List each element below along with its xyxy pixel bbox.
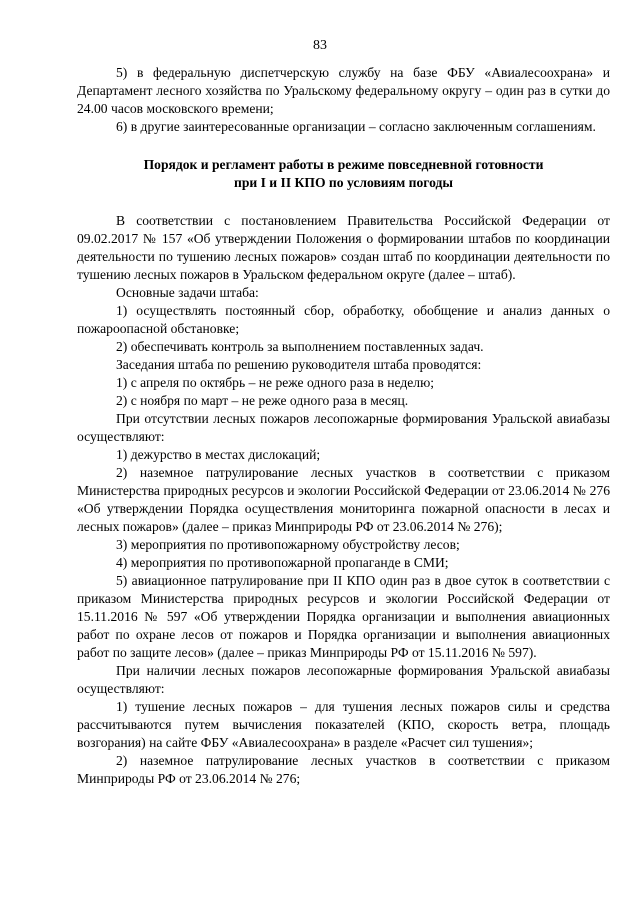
document-body [77, 64, 610, 788]
paragraph-body-10: 2) наземное патрулирование лесных участков в соответствии с приказом Министерства природных ресурсов и экологии Российской Федерации от 23.06.2014 № 276 «Об утверждении Порядка осуществления мониторинга пожарной опасности в лесах и лесных пожаров» (далее – приказ Минприроды РФ от 23.06.2014 № 276); [77, 465, 610, 534]
paragraph-body-6: 1) с апреля по октябрь – не реже одного раза в неделю; [116, 375, 435, 390]
paragraph-body-3: 1) осуществлять постоянный сбор, обработку, обобщение и анализ данных о пожароопасной обстановке; [77, 303, 610, 336]
paragraph-body-4: 2) обеспечивать контроль за выполнением поставленных задач. [116, 339, 484, 354]
section-heading-line-1: Порядок и регламент работы в режиме повседневной готовности [143, 157, 544, 172]
paragraph-intro-1: 5) в федеральную диспетчерскую службу на базе ФБУ «Авиалесоохрана» и Департамент лесного хозяйства по Уральскому федеральному округу – один раз в сутки до 24.00 часов московского времени; [77, 65, 610, 116]
paragraph-body-13: 5) авиационное патрулирование при II КПО один раз в двое суток в соответствии с приказом Министерства природных ресурсов и экологии Российской Федерации от 15.11.2016 № 597 «Об утверждении Порядка организации и выполнения авиационных работ по охране лесов от пожаров и Порядка организации и выполнения авиационных работ по защите лесов» (далее – приказ Минприроды РФ от 15.11.2016 № 597). [77, 573, 610, 660]
paragraph-body-1: В соответствии с постановлением Правительства Российской Федерации от 09.02.2017 № 157 «Об утверждении Положения о формировании штабов по координации деятельности по тушению лесных пожаров» создан штаб по координации деятельности по тушению лесных пожаров в Уральском федеральном округе (далее – штаб). [77, 213, 610, 282]
paragraph-body-7: 2) с ноября по март – не реже одного раза в месяц. [116, 393, 409, 408]
page-number: 83 [313, 38, 327, 53]
paragraph-body-12: 4) мероприятия по противопожарной пропаганде в СМИ; [116, 555, 449, 570]
paragraph-body-14: При наличии лесных пожаров лесопожарные формирования Уральской авиабазы осуществляют: [77, 663, 610, 696]
paragraph-body-11: 3) мероприятия по противопожарному обустройству лесов; [116, 537, 460, 552]
paragraph-body-8: При отсутствии лесных пожаров лесопожарные формирования Уральской авиабазы осуществляют: [77, 411, 610, 444]
paragraph-intro-2: 6) в другие заинтересованные организации – согласно заключенным соглашениям. [116, 119, 596, 134]
section-heading-line-2: при I и II КПО по условиям погоды [234, 175, 453, 190]
paragraph-body-16: 2) наземное патрулирование лесных участков в соответствии с приказом Минприроды РФ от 23.06.2014 № 276; [77, 753, 610, 786]
paragraph-body-9: 1) дежурство в местах дислокаций; [116, 447, 321, 462]
paragraph-body-15: 1) тушение лесных пожаров – для тушения лесных пожаров силы и средства рассчитываются путем вычисления показателей (КПО, скорость ветра, площадь возгорания) на сайте ФБУ «Авиалесоохрана» в разделе «Расчет сил тушения»; [77, 699, 610, 750]
section-heading [77, 156, 610, 192]
paragraph-body-2: Основные задачи штаба: [116, 285, 259, 300]
paragraph-body-5: Заседания штаба по решению руководителя штаба проводятся: [116, 357, 482, 372]
